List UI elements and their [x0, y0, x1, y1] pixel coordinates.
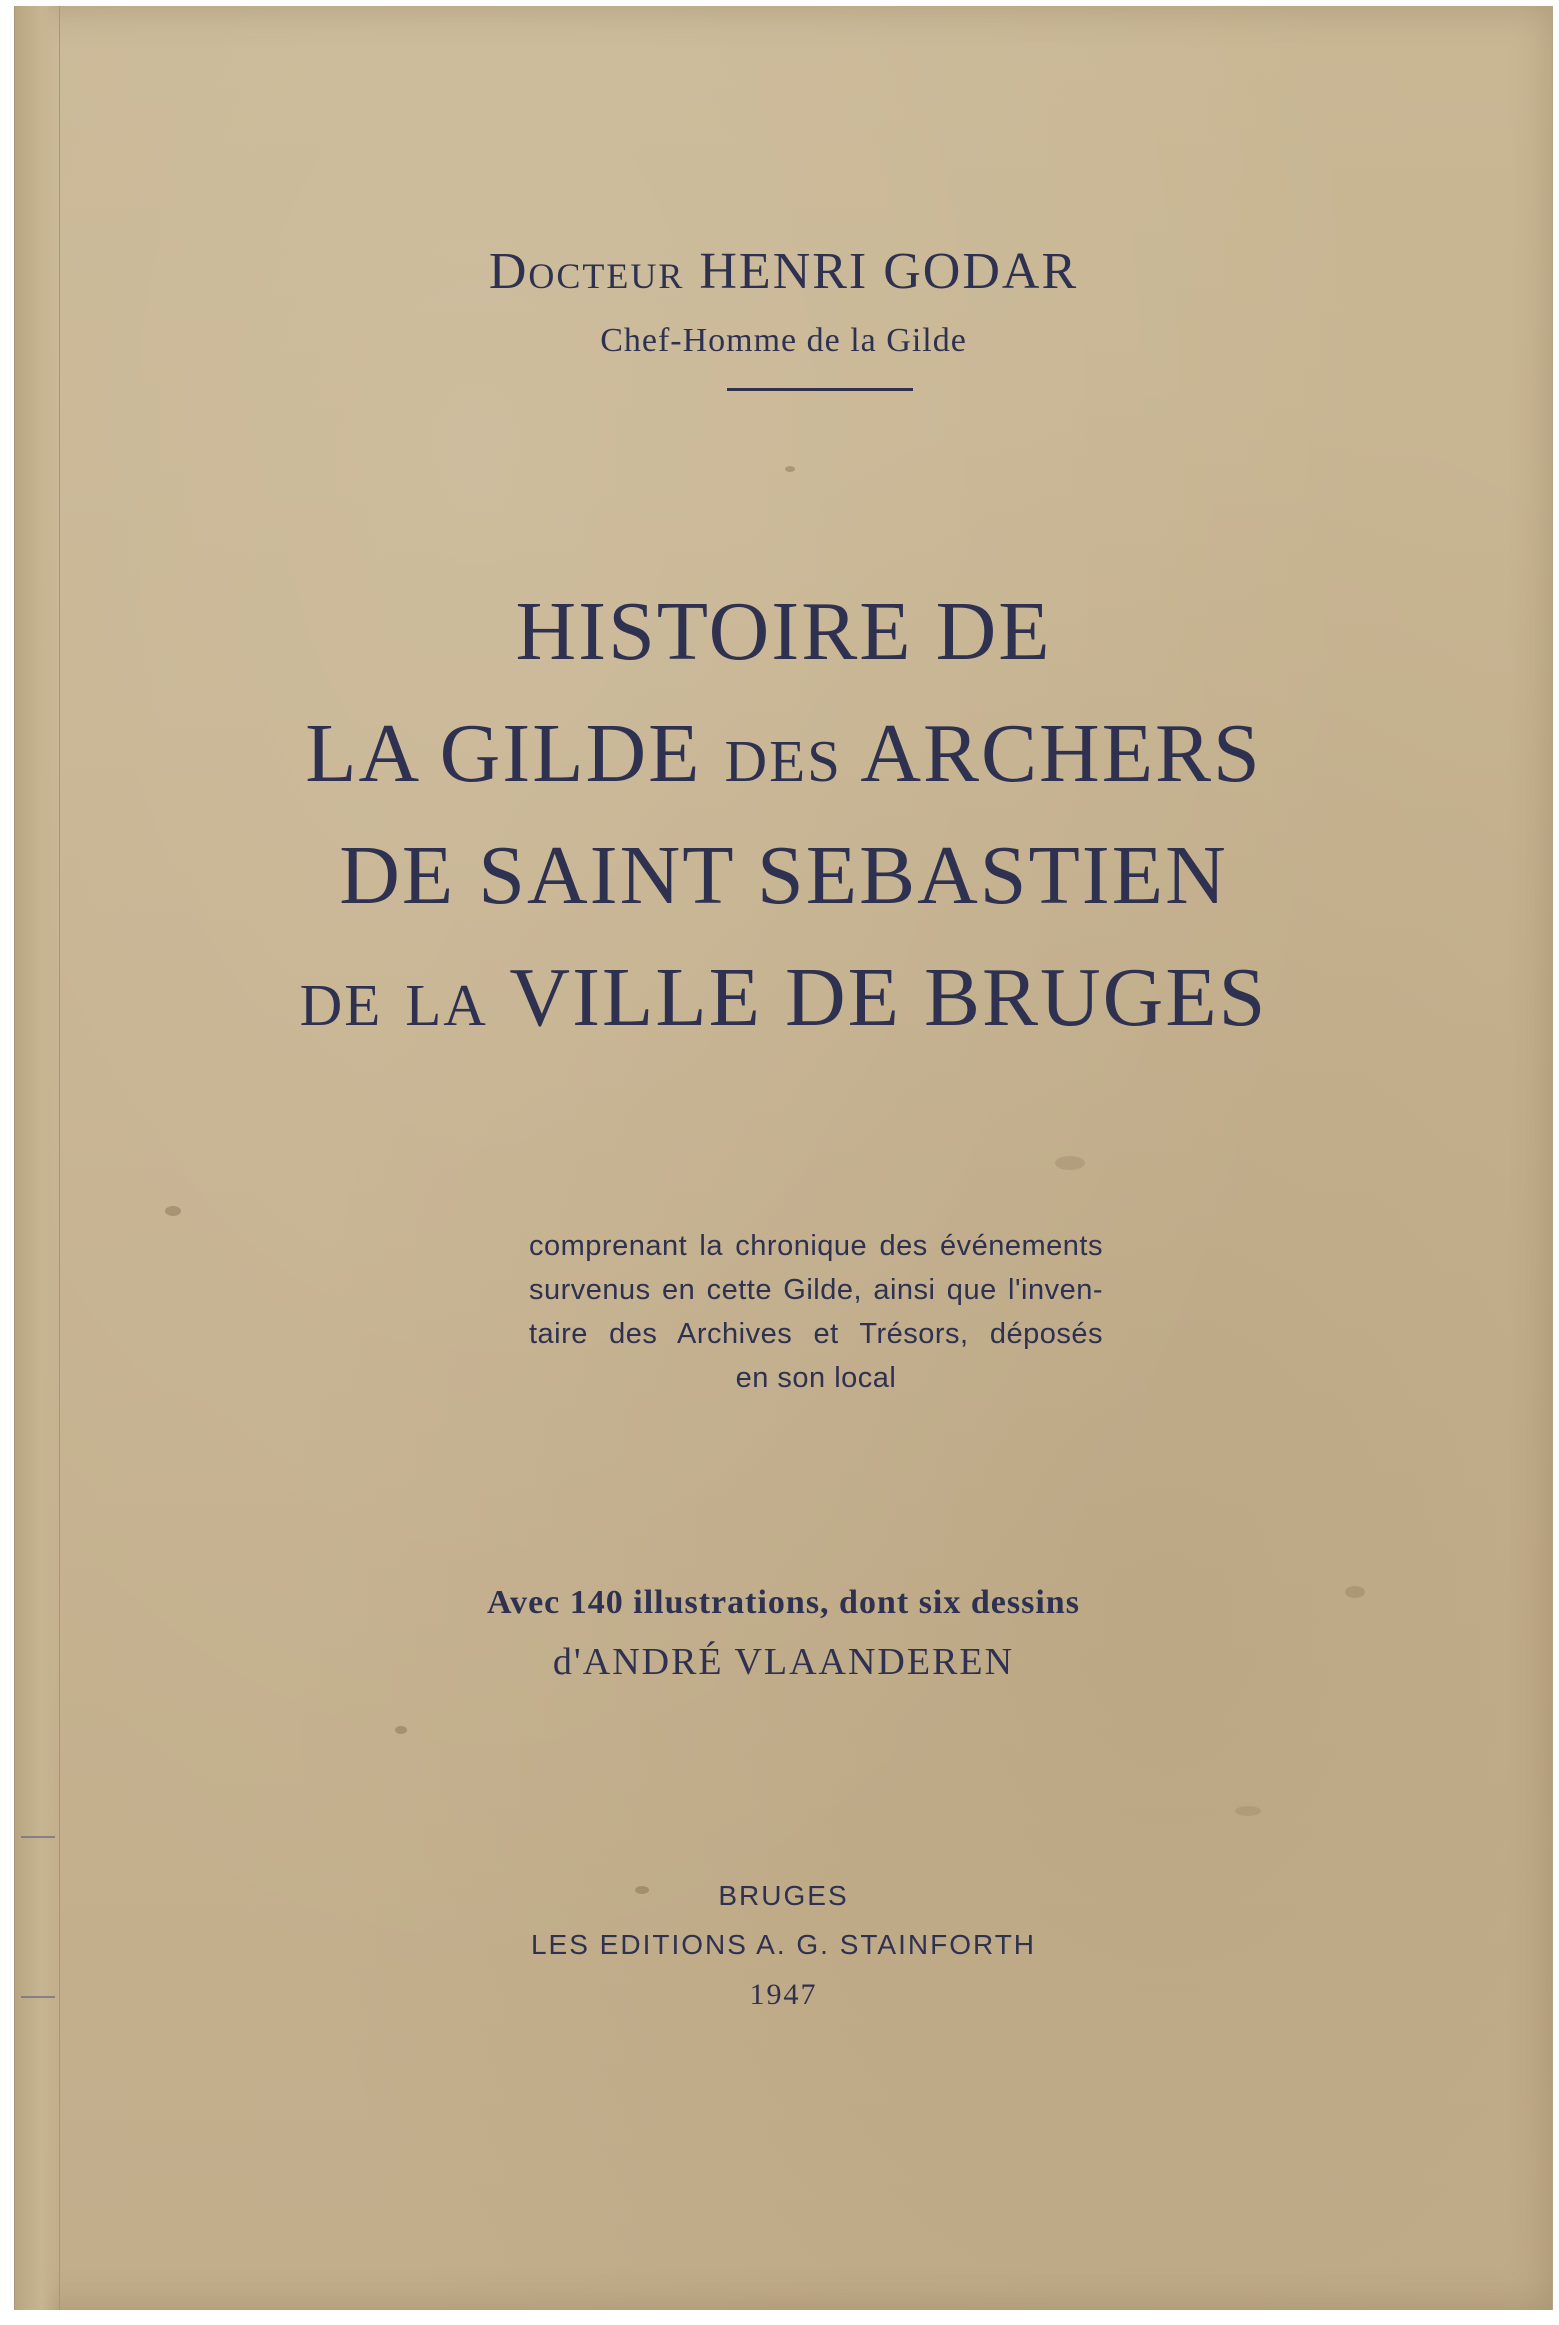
illustrations-note: Avec 140 illustrations, dont six dessins [487, 1584, 1080, 1621]
subtitle-line-4: en son local [735, 1362, 897, 1394]
publisher-city: BRUGES [718, 1880, 849, 1911]
publisher-name: LES EDITIONS A. G. STAINFORTH [530, 1929, 1037, 1960]
foxing-speck [395, 1726, 407, 1734]
author-name: Docteur HENRI GODAR [488, 243, 1079, 300]
foxing-speck [785, 466, 795, 472]
subtitle-line-3: taire des Archives et Trésors, déposés [529, 1318, 1103, 1350]
book-cover [14, 6, 1553, 2310]
subtitle-line-2: survenus en cette Gilde, ainsi que l'inven- [529, 1274, 1103, 1306]
illustrator-name: d'ANDRÉ VLAANDEREN [552, 1641, 1015, 1683]
spine-rule [21, 1836, 55, 1838]
subtitle-line-1: comprenant la chronique des événements [529, 1230, 1103, 1262]
publication-year: 1947 [749, 1978, 818, 2011]
title-line-2: LA GILDE des ARCHERS [305, 707, 1262, 800]
title-line-3: DE SAINT SEBASTIEN [339, 829, 1228, 922]
title-line-4: de la VILLE DE BRUGES [299, 951, 1268, 1044]
divider-rule [727, 388, 913, 391]
author-role: Chef-Homme de la Gilde [600, 322, 967, 359]
title-line-1: HISTOIRE DE [515, 585, 1052, 678]
foxing-speck [1055, 1156, 1085, 1170]
foxing-speck [1235, 1806, 1261, 1816]
foxing-speck [165, 1206, 181, 1216]
